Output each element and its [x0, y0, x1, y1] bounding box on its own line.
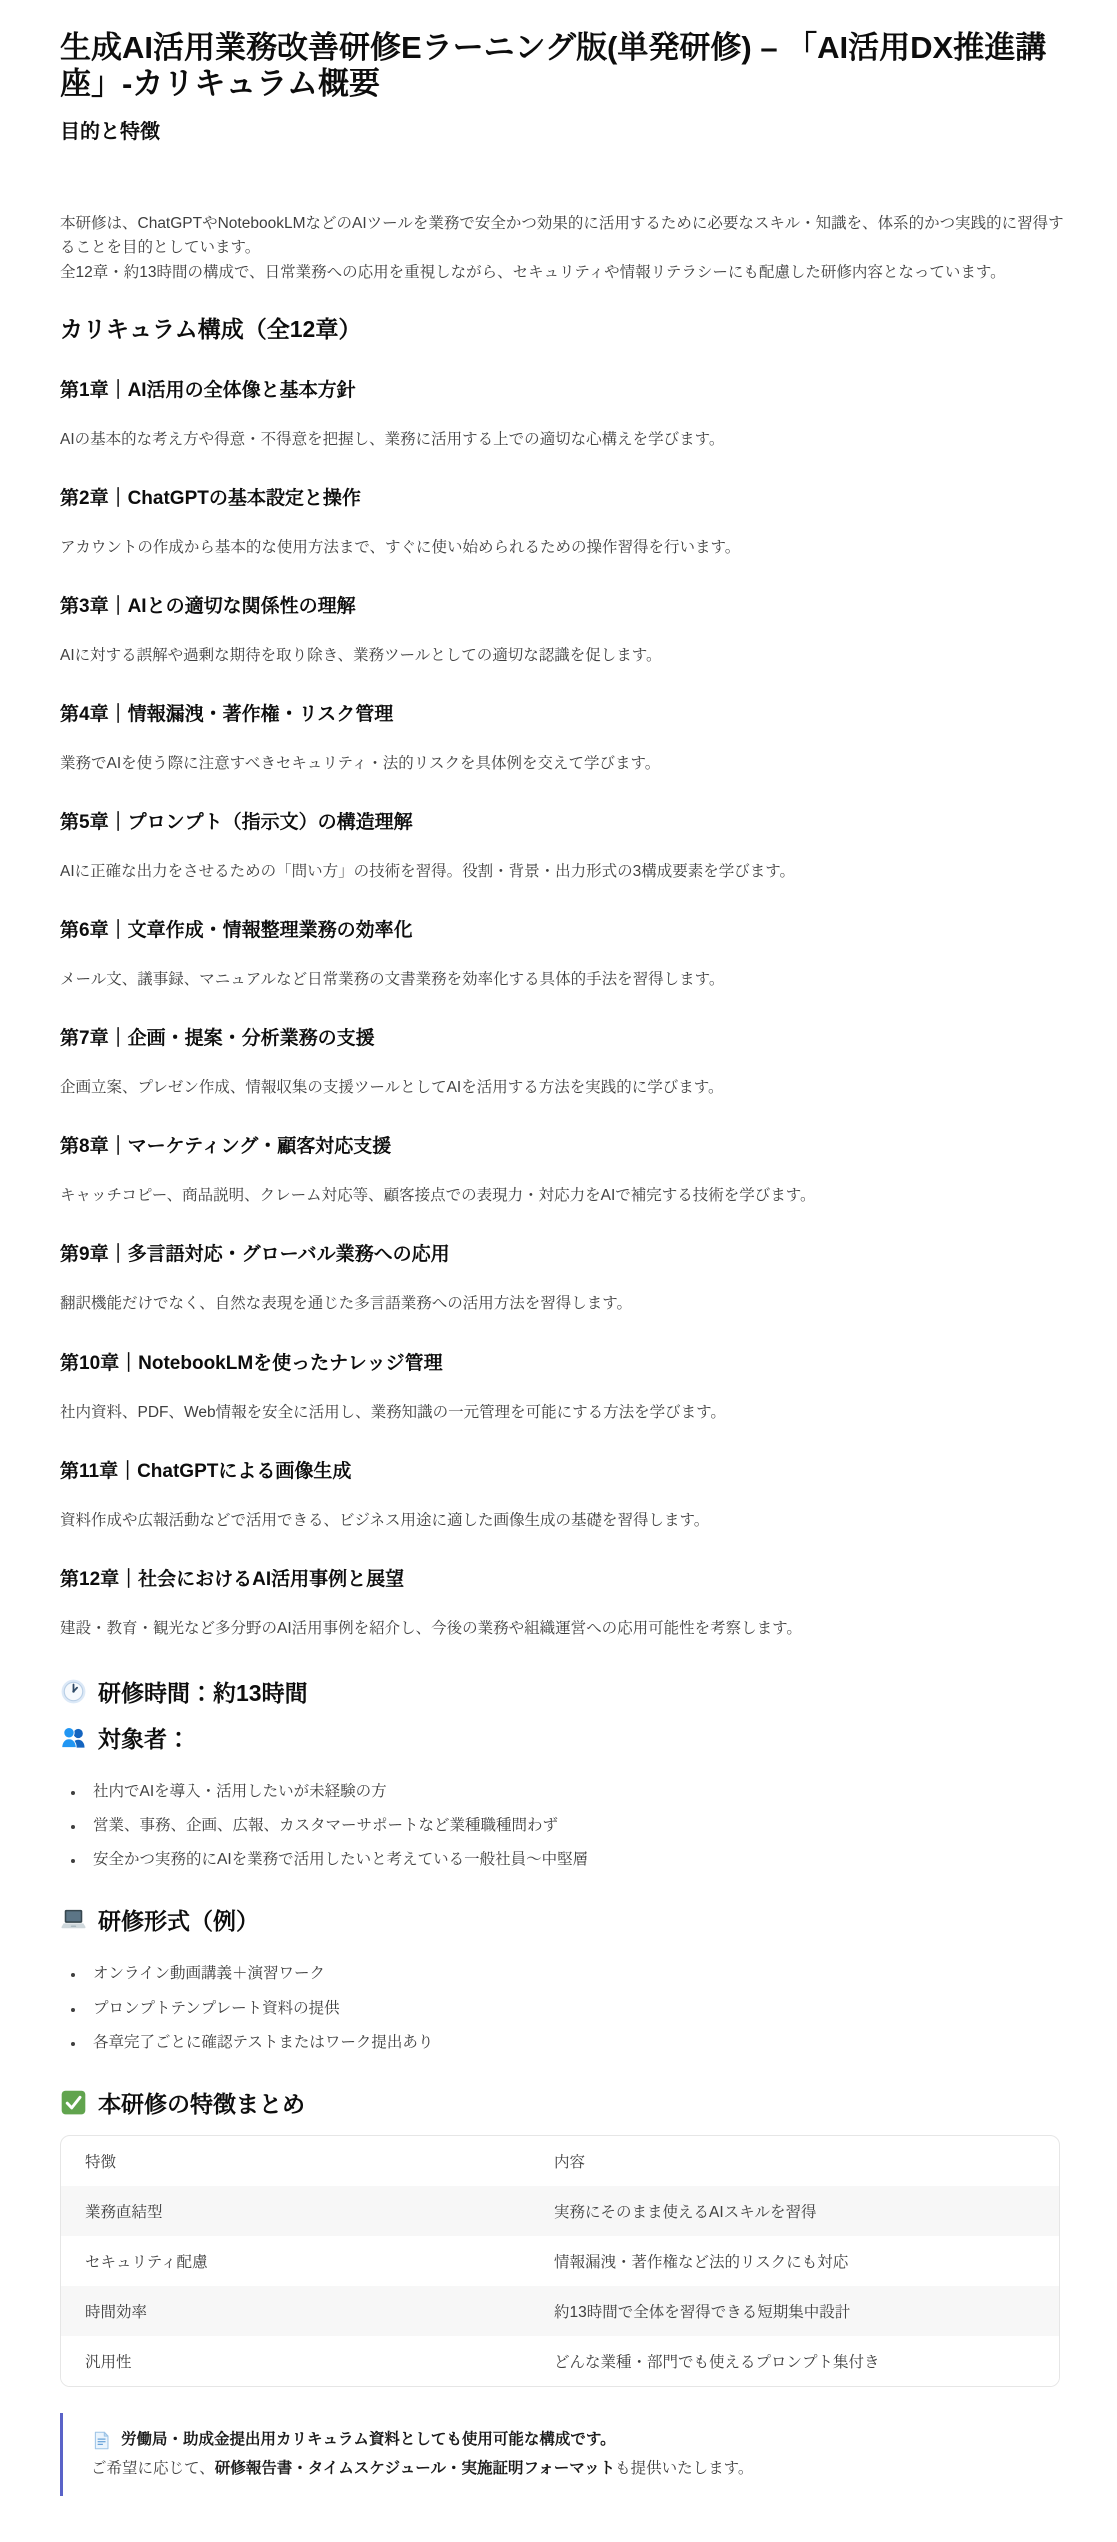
chapter-title: 第7章｜企画・提案・分析業務の支援: [60, 1028, 375, 1050]
people-icon: [60, 1724, 87, 1751]
chapter-block-6: [60, 915, 1075, 992]
chapter-block-9: [60, 1239, 1075, 1316]
footer-note-text: ご希望に応じて、: [91, 2459, 215, 2477]
audience-list-item: • 営業、事務、企画、広報、カスタマーサポートなど業種職種問わず: [85, 1814, 1075, 1837]
intro-line: 全12章・約13時間の構成で、日常業務への応用を重視しながら、セキュリティや情報リテラシーにも配慮した研修内容となっています。: [60, 263, 1006, 281]
chapter-title: 第12章｜社会におけるAI活用事例と展望: [60, 1568, 405, 1590]
table-row: [61, 2236, 1059, 2286]
chapter-title: 第3章｜AIとの適切な関係性の理解: [60, 596, 356, 618]
chapter-block-8: [60, 1131, 1075, 1208]
table-header-content: 内容: [554, 2154, 586, 2172]
chapter-title: 第11章｜ChatGPTによる画像生成: [60, 1460, 352, 1482]
format-list-item: • オンライン動画講義＋演習ワーク: [85, 1962, 1075, 1985]
chapter-block-7: [60, 1023, 1075, 1100]
chapter-block-3: [60, 591, 1075, 668]
summary-table: [61, 2136, 1059, 2386]
summary-table-container: [60, 2135, 1060, 2387]
chapter-block-4: [60, 699, 1075, 776]
table-cell-feature: 時間効率: [85, 2304, 148, 2322]
footer-note: [60, 2413, 1075, 2496]
chapter-description: 企画立案、プレゼン作成、情報収集の支援ツールとしてAIを活用する方法を実践的に学びます。: [60, 1079, 724, 1097]
summary-heading: [60, 2086, 1075, 2119]
chapter-description: AIに対する誤解や過剰な期待を取り除き、業務ツールとしての適切な認識を促します。: [60, 647, 662, 665]
footer-note-text: も提供いたします。: [615, 2459, 754, 2477]
chapter-title: 第4章｜情報漏洩・著作権・リスク管理: [60, 704, 394, 726]
laptop-icon: [60, 1906, 87, 1933]
table-row: [61, 2186, 1059, 2236]
chapter-description: メール文、議事録、マニュアルなど日常業務の文書業務を効率化する具体的手法を習得します。: [60, 971, 725, 989]
footer-note-bold-formats: 研修報告書・タイムスケジュール・実施証明フォーマット: [214, 2459, 616, 2477]
check-icon: [60, 2089, 87, 2116]
chapter-title: 第1章｜AI活用の全体像と基本方針: [60, 380, 356, 402]
chapter-block-12: [60, 1564, 1075, 1641]
intro-paragraph: [60, 212, 1075, 285]
chapter-title: 第8章｜マーケティング・顧客対応支援: [60, 1136, 392, 1158]
table-cell-content: 実務にそのまま使えるAIスキルを習得: [554, 2204, 817, 2222]
format-heading: [60, 1903, 1075, 1936]
chapter-block-2: [60, 483, 1075, 560]
table-cell-content: 情報漏洩・著作権など法的リスクにも対応: [554, 2254, 849, 2272]
chapter-title: 第10章｜NotebookLMを使ったナレッジ管理: [60, 1352, 443, 1374]
chapter-description: 資料作成や広報活動などで活用できる、ビジネス用途に適した画像生成の基礎を習得します。: [60, 1511, 710, 1529]
footer-note-line2: [91, 2455, 1055, 2484]
audience-heading-label: 対象者：: [98, 1725, 190, 1752]
format-list-item: • 各章完了ごとに確認テストまたはワーク提出あり: [85, 2031, 1075, 2054]
chapter-title: 第2章｜ChatGPTの基本設定と操作: [60, 488, 361, 510]
chapter-block-5: [60, 807, 1075, 884]
chapter-title: 第6章｜文章作成・情報整理業務の効率化: [60, 920, 413, 942]
intro-line: 本研修は、ChatGPTやNotebookLMなどのAIツールを業務で安全かつ効果的に活用するために必要なスキル・知識を、体系的かつ実践的に習得することを目的としています。: [60, 214, 1064, 257]
purpose-subtitle: 目的と特徴: [60, 120, 160, 143]
table-header-feature: 特徴: [85, 2154, 117, 2172]
chapter-description: キャッチコピー、商品説明、クレーム対応等、顧客接点での表現力・対応力をAIで補完する技術を学びます。: [60, 1187, 816, 1205]
audience-heading: [60, 1721, 1075, 1754]
table-cell-feature: 汎用性: [85, 2354, 132, 2372]
chapter-title: 第5章｜プロンプト（指示文）の構造理解: [60, 812, 413, 834]
table-cell-feature: セキュリティ配慮: [85, 2254, 208, 2272]
audience-list-item: • 安全かつ実務的にAIを業務で活用したいと考えている一般社員～中堅層: [85, 1848, 1075, 1871]
curriculum-heading: カリキュラム構成（全12章）: [60, 316, 362, 343]
page-title: 生成AI活用業務改善研修Eラーニング版(単発研修) – 「AI活用DX推進講座」-カリキュラム概要: [60, 30, 1047, 101]
table-cell-content: 約13時間で全体を習得できる短期集中設計: [554, 2304, 851, 2322]
duration-heading-label: 研修時間：約13時間: [98, 1679, 308, 1706]
chapter-description: アカウントの作成から基本的な使用方法まで、すぐに使い始められるための操作習得を行います。: [60, 539, 741, 557]
footer-note-line1: [91, 2426, 1055, 2455]
table-header-row: [61, 2136, 1059, 2186]
footer-note-bold-text: 労働局・助成金提出用カリキュラム資料としても使用可能な構成です。: [121, 2431, 616, 2449]
format-heading-label: 研修形式（例）: [98, 1908, 259, 1935]
table-row: [61, 2286, 1059, 2336]
clock-icon: [60, 1678, 87, 1705]
chapter-description: 社内資料、PDF、Web情報を安全に活用し、業務知識の一元管理を可能にする方法を学びます。: [60, 1403, 726, 1421]
chapter-block-11: [60, 1456, 1075, 1533]
audience-list-item: • 社内でAIを導入・活用したいが未経験の方: [85, 1780, 1075, 1803]
table-cell-content: どんな業種・部門でも使えるプロンプト集付き: [554, 2354, 880, 2372]
document-icon: [91, 2430, 112, 2451]
format-list: [60, 1962, 1075, 2054]
chapter-description: 翻訳機能だけでなく、自然な表現を通じた多言語業務への活用方法を習得します。: [60, 1295, 632, 1313]
chapter-block-1: [60, 375, 1075, 452]
chapter-description: AIに正確な出力をさせるための「問い方」の技術を習得。役割・背景・出力形式の3構成要素を学びます。: [60, 863, 796, 881]
table-row: [61, 2336, 1059, 2386]
chapter-description: AIの基本的な考え方や得意・不得意を把握し、業務に活用する上での適切な心構えを学びます。: [60, 431, 725, 449]
format-list-item: • プロンプトテンプレート資料の提供: [85, 1997, 1075, 2020]
chapter-description: 業務でAIを使う際に注意すべきセキュリティ・法的リスクを具体例を交えて学びます。: [60, 755, 661, 773]
duration-heading: [60, 1675, 1075, 1708]
chapter-description: 建設・教育・観光など多分野のAI活用事例を紹介し、今後の業務や組織運営への応用可能性を考察します。: [60, 1619, 802, 1637]
chapter-title: 第9章｜多言語対応・グローバル業務への応用: [60, 1244, 450, 1266]
table-cell-feature: 業務直結型: [85, 2204, 163, 2222]
summary-heading-label: 本研修の特徴まとめ: [98, 2091, 305, 2118]
audience-list: [60, 1780, 1075, 1872]
chapter-block-10: [60, 1348, 1075, 1425]
